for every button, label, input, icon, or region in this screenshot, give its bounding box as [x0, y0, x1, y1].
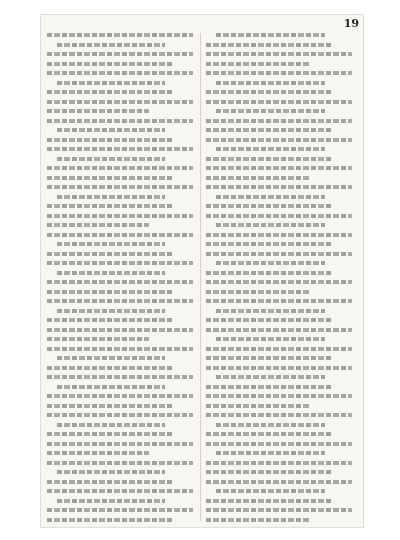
directory-entry-line	[47, 62, 173, 66]
directory-entry-line	[206, 128, 333, 132]
directory-entry-line	[216, 109, 325, 113]
directory-entry-line	[216, 261, 325, 265]
directory-entry-line	[57, 128, 165, 132]
directory-entry-line	[206, 480, 352, 484]
directory-entry-line	[47, 451, 149, 455]
directory-entry-line	[47, 261, 193, 265]
directory-entry-line	[206, 404, 309, 408]
directory-entry-line	[47, 52, 193, 56]
directory-entry-line	[47, 508, 193, 512]
directory-entry-line	[47, 480, 173, 484]
directory-entry-line	[206, 518, 309, 522]
directory-entry-line	[206, 432, 333, 436]
directory-entry-line	[47, 147, 193, 151]
directory-entry-line	[57, 271, 165, 275]
directory-entry-line	[216, 375, 325, 379]
directory-entry-line	[47, 214, 193, 218]
directory-entry-line	[47, 318, 173, 322]
directory-entry-line	[206, 442, 352, 446]
document-page	[40, 14, 364, 528]
directory-entry-line	[206, 233, 352, 237]
directory-entry-line	[47, 299, 193, 303]
directory-entry-line	[206, 214, 352, 218]
directory-entry-line	[47, 489, 193, 493]
directory-entry-line	[47, 394, 193, 398]
entries-column-left	[47, 33, 197, 521]
directory-entry-line	[47, 119, 193, 123]
directory-entry-line	[47, 280, 193, 284]
directory-entry-line	[47, 252, 173, 256]
directory-entry-line	[206, 119, 352, 123]
directory-entry-line	[206, 138, 352, 142]
directory-entry-line	[216, 223, 325, 227]
page-number: 19	[343, 17, 359, 30]
directory-entry-line	[47, 109, 149, 113]
directory-entry-line	[206, 90, 333, 94]
directory-entry-line	[206, 299, 352, 303]
directory-entry-line	[216, 33, 325, 37]
directory-entry-line	[47, 185, 193, 189]
directory-entry-line	[57, 81, 165, 85]
directory-entry-line	[206, 242, 333, 246]
directory-entry-line	[206, 328, 352, 332]
directory-entry-line	[206, 347, 352, 351]
directory-entry-line	[57, 43, 165, 47]
directory-entry-line	[206, 499, 333, 503]
directory-entry-line	[206, 508, 352, 512]
directory-entry-line	[206, 290, 309, 294]
directory-entry-line	[47, 90, 173, 94]
directory-entry-line	[57, 499, 165, 503]
directory-entry-line	[206, 166, 352, 170]
directory-entry-line	[216, 451, 325, 455]
directory-entry-line	[47, 33, 193, 37]
directory-entry-line	[216, 309, 325, 313]
directory-entry-line	[216, 337, 325, 341]
directory-entry-line	[206, 366, 352, 370]
directory-entry-line	[47, 204, 173, 208]
directory-entry-line	[206, 71, 352, 75]
directory-entry-line	[47, 290, 173, 294]
directory-entry-line	[216, 489, 325, 493]
directory-entry-line	[57, 242, 165, 246]
directory-entry-line	[206, 461, 352, 465]
directory-entry-line	[47, 100, 193, 104]
directory-entry-line	[47, 413, 193, 417]
directory-entry-line	[57, 356, 165, 360]
directory-entry-line	[206, 252, 352, 256]
directory-entry-line	[47, 404, 173, 408]
directory-entry-line	[47, 432, 173, 436]
directory-entry-line	[206, 385, 333, 389]
directory-entry-line	[47, 176, 173, 180]
directory-entry-line	[47, 366, 173, 370]
directory-entry-line	[216, 195, 325, 199]
column-gutter	[200, 33, 201, 521]
directory-entry-line	[57, 157, 165, 161]
directory-entry-line	[206, 52, 352, 56]
directory-entry-line	[216, 81, 325, 85]
directory-entry-line	[206, 413, 352, 417]
directory-entry-line	[206, 318, 333, 322]
directory-entry-line	[47, 166, 193, 170]
directory-entry-line	[47, 337, 149, 341]
directory-entry-line	[47, 223, 149, 227]
directory-entry-line	[206, 100, 352, 104]
directory-entry-line	[57, 385, 165, 389]
directory-entry-line	[206, 394, 352, 398]
directory-entry-line	[206, 271, 333, 275]
directory-entry-line	[47, 347, 193, 351]
directory-entry-line	[57, 470, 165, 474]
directory-entry-line	[216, 423, 325, 427]
directory-entry-line	[57, 309, 165, 313]
directory-entry-line	[57, 195, 165, 199]
directory-entry-line	[206, 470, 333, 474]
entries-column-right	[206, 33, 357, 521]
directory-entry-line	[206, 356, 333, 360]
directory-entry-line	[47, 233, 193, 237]
directory-entry-line	[216, 147, 325, 151]
directory-entry-line	[47, 461, 193, 465]
directory-entry-line	[206, 176, 309, 180]
directory-entry-line	[206, 157, 333, 161]
directory-entry-line	[47, 71, 193, 75]
directory-entry-line	[206, 204, 333, 208]
directory-entry-line	[47, 518, 173, 522]
directory-entry-line	[57, 423, 165, 427]
directory-entry-line	[206, 185, 352, 189]
directory-entry-line	[47, 442, 193, 446]
directory-entry-line	[47, 138, 173, 142]
directory-entry-line	[47, 328, 193, 332]
directory-entry-line	[47, 375, 193, 379]
directory-entry-line	[206, 43, 333, 47]
directory-entry-line	[206, 62, 309, 66]
directory-entry-line	[206, 280, 352, 284]
